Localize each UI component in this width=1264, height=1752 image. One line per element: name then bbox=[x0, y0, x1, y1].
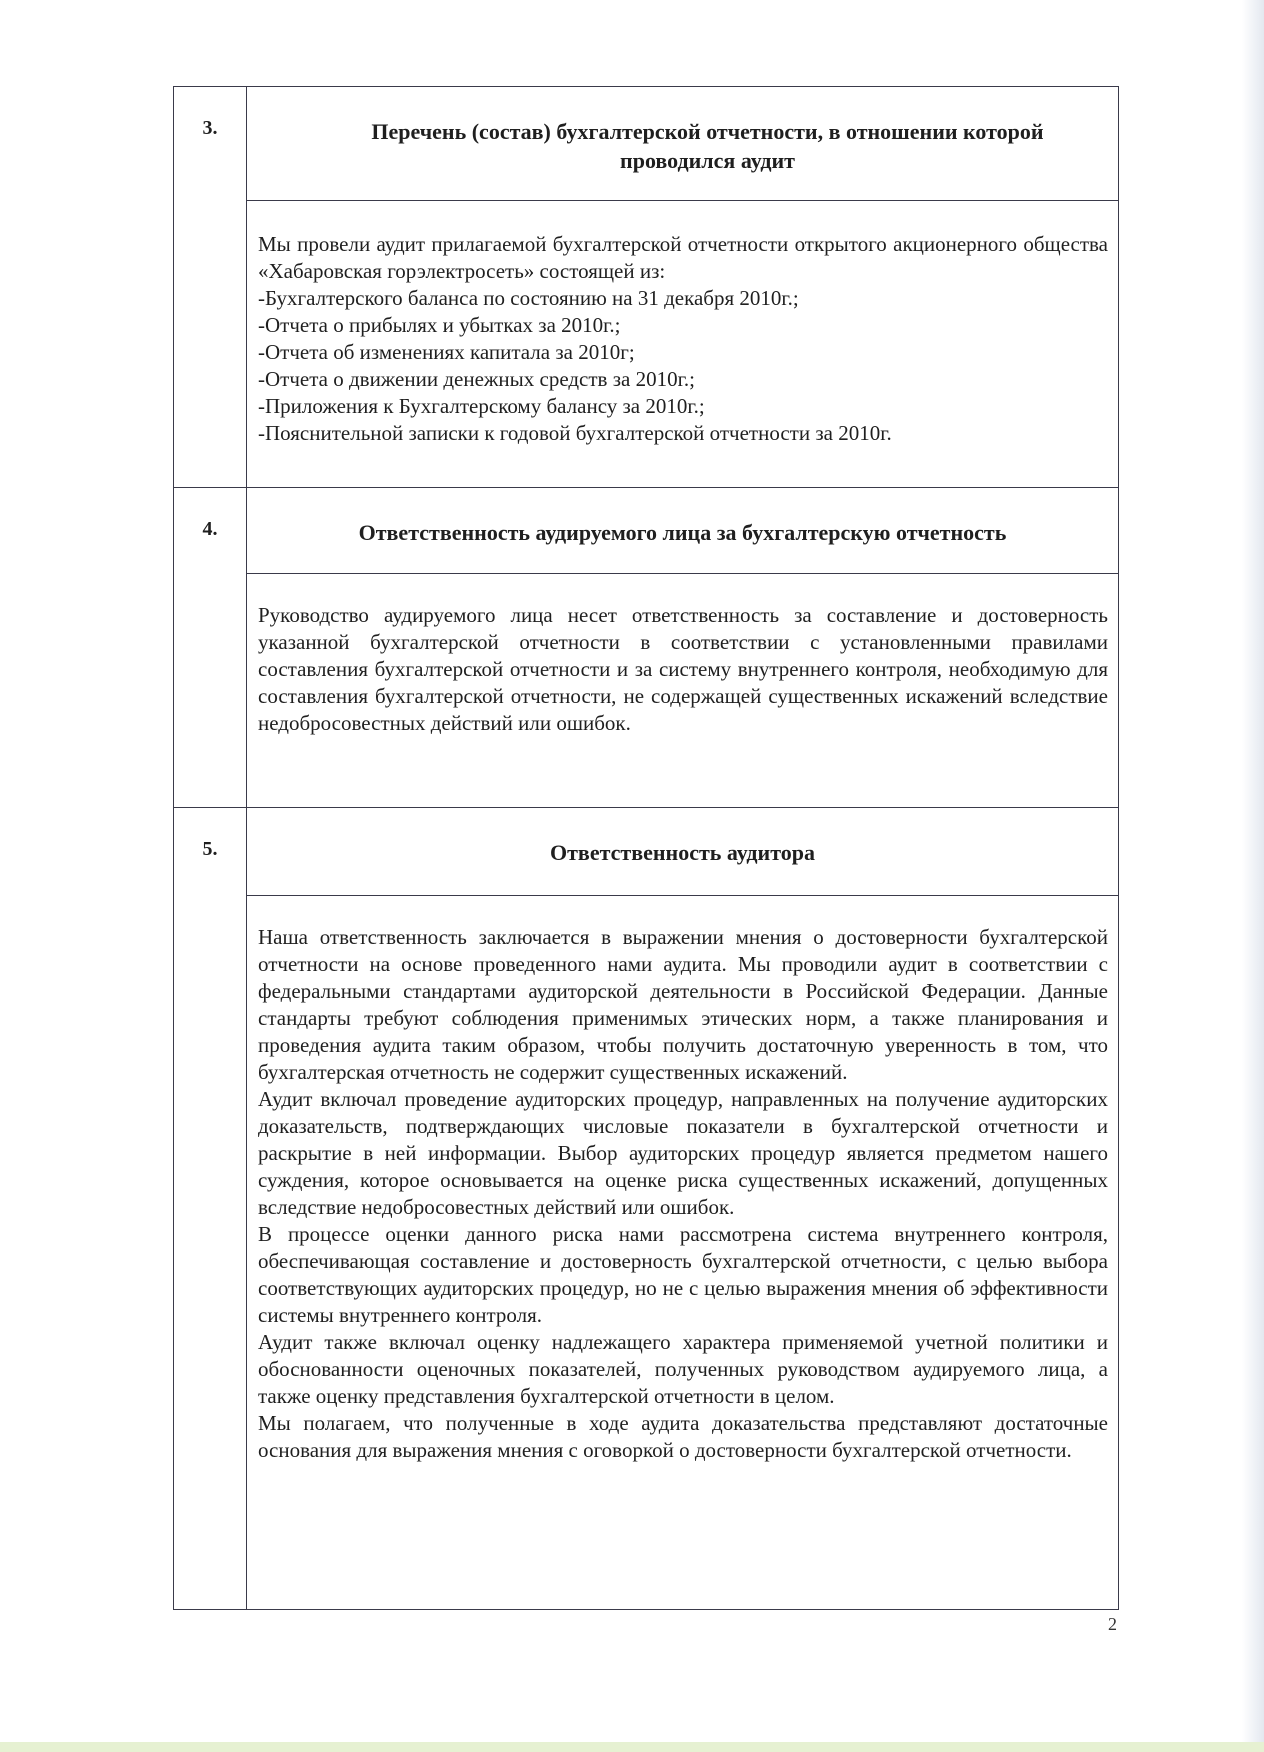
section-4-body-row bbox=[174, 574, 1119, 808]
section-5-paragraph: Аудит включал проведение аудиторских процедур, направленных на получение аудиторских доказательств, подтверждающих числовые показатели в бухгалтерской отчетности и раскрытие в ней информации. Выбор аудиторских процедур является предметом нашего суждения, которое основывается на оценке риска существенных искажений, допущенных вследствие недобросовестных действий или ошибок. bbox=[258, 1087, 1108, 1219]
section-4-body bbox=[247, 574, 1118, 737]
page-edge-shadow bbox=[1242, 0, 1264, 1752]
section-4-number: 4. bbox=[174, 488, 247, 808]
section-4-paragraph: Руководство аудируемого лица несет ответственность за составление и достоверность указанной бухгалтерской отчетности в соответствии с установленными правилами составления бухгалтерской отчетности и за систему внутреннего контроля, необходимую для составления бухгалтерской отчетности, не содержащей существенных искажений вследствие недобросовестных действий или ошибок. bbox=[258, 603, 1108, 735]
section-3-item: -Пояснительной записки к годовой бухгалтерской отчетности за 2010г. bbox=[258, 421, 892, 445]
section-3-heading: Перечень (состав) бухгалтерской отчетности, в отношении которой проводился аудит bbox=[371, 119, 1044, 173]
section-3-number: 3. bbox=[174, 87, 247, 488]
section-3-item: -Отчета о прибылях и убытках за 2010г.; bbox=[258, 313, 621, 337]
section-3-item: -Бухгалтерского баланса по состоянию на 31 декабря 2010г.; bbox=[258, 286, 799, 310]
section-5-paragraph: Наша ответственность заключается в выражении мнения о достоверности бухгалтерской отчетности на основе проведенного нами аудита. Мы проводили аудит в соответствии с федеральными стандартами аудиторской деятельности в Российской Федерации. Данные стандарты требуют соблюдения применимых этических норм, а также планирования и проведения аудита таким образом, чтобы получить достаточную уверенность в том, что бухгалтерская отчетность не содержит существенных искажений. bbox=[258, 925, 1108, 1084]
section-5-body bbox=[247, 896, 1118, 1464]
section-5-number: 5. bbox=[174, 808, 247, 1610]
page-number: 2 bbox=[1108, 1614, 1117, 1634]
section-3-body bbox=[247, 201, 1118, 447]
section-3-item: -Приложения к Бухгалтерскому балансу за 2010г.; bbox=[258, 394, 705, 418]
section-5-paragraph: В процессе оценки данного риска нами рассмотрена система внутреннего контроля, обеспечивающая составление и достоверность бухгалтерской отчетности, с целью выбора соответствующих аудиторских процедур, но не с целью выражения мнения об эффективности системы внутреннего контроля. bbox=[258, 1222, 1108, 1327]
section-5-paragraph: Аудит также включал оценку надлежащего характера применяемой учетной политики и обоснованности оценочных показателей, полученных руководством аудируемого лица, а также оценку представления бухгалтерской отчетности в целом. bbox=[258, 1330, 1108, 1408]
section-3-item: -Отчета об изменениях капитала за 2010г; bbox=[258, 340, 635, 364]
audit-report-table bbox=[173, 86, 1119, 1610]
section-5-body-row bbox=[174, 896, 1119, 1610]
section-4-heading: Ответственность аудируемого лица за бухгалтерскую отчетность bbox=[358, 520, 1007, 545]
section-4-heading-row bbox=[174, 488, 1119, 574]
section-3-item: -Отчета о движении денежных средств за 2010г.; bbox=[258, 367, 695, 391]
section-5-heading-row bbox=[174, 808, 1119, 896]
section-3-heading-row bbox=[174, 87, 1119, 201]
section-3-intro: Мы провели аудит прилагаемой бухгалтерской отчетности открытого акционерного общества «Хабаровская горэлектросеть» состоящей из: bbox=[258, 232, 1108, 283]
section-3-body-row bbox=[174, 201, 1119, 488]
section-5-heading: Ответственность аудитора bbox=[550, 840, 815, 865]
scan-bottom-strip bbox=[0, 1742, 1264, 1752]
section-5-paragraph: Мы полагаем, что полученные в ходе аудита доказательства представляют достаточные основания для выражения мнения с оговоркой о достоверности бухгалтерской отчетности. bbox=[258, 1411, 1108, 1462]
